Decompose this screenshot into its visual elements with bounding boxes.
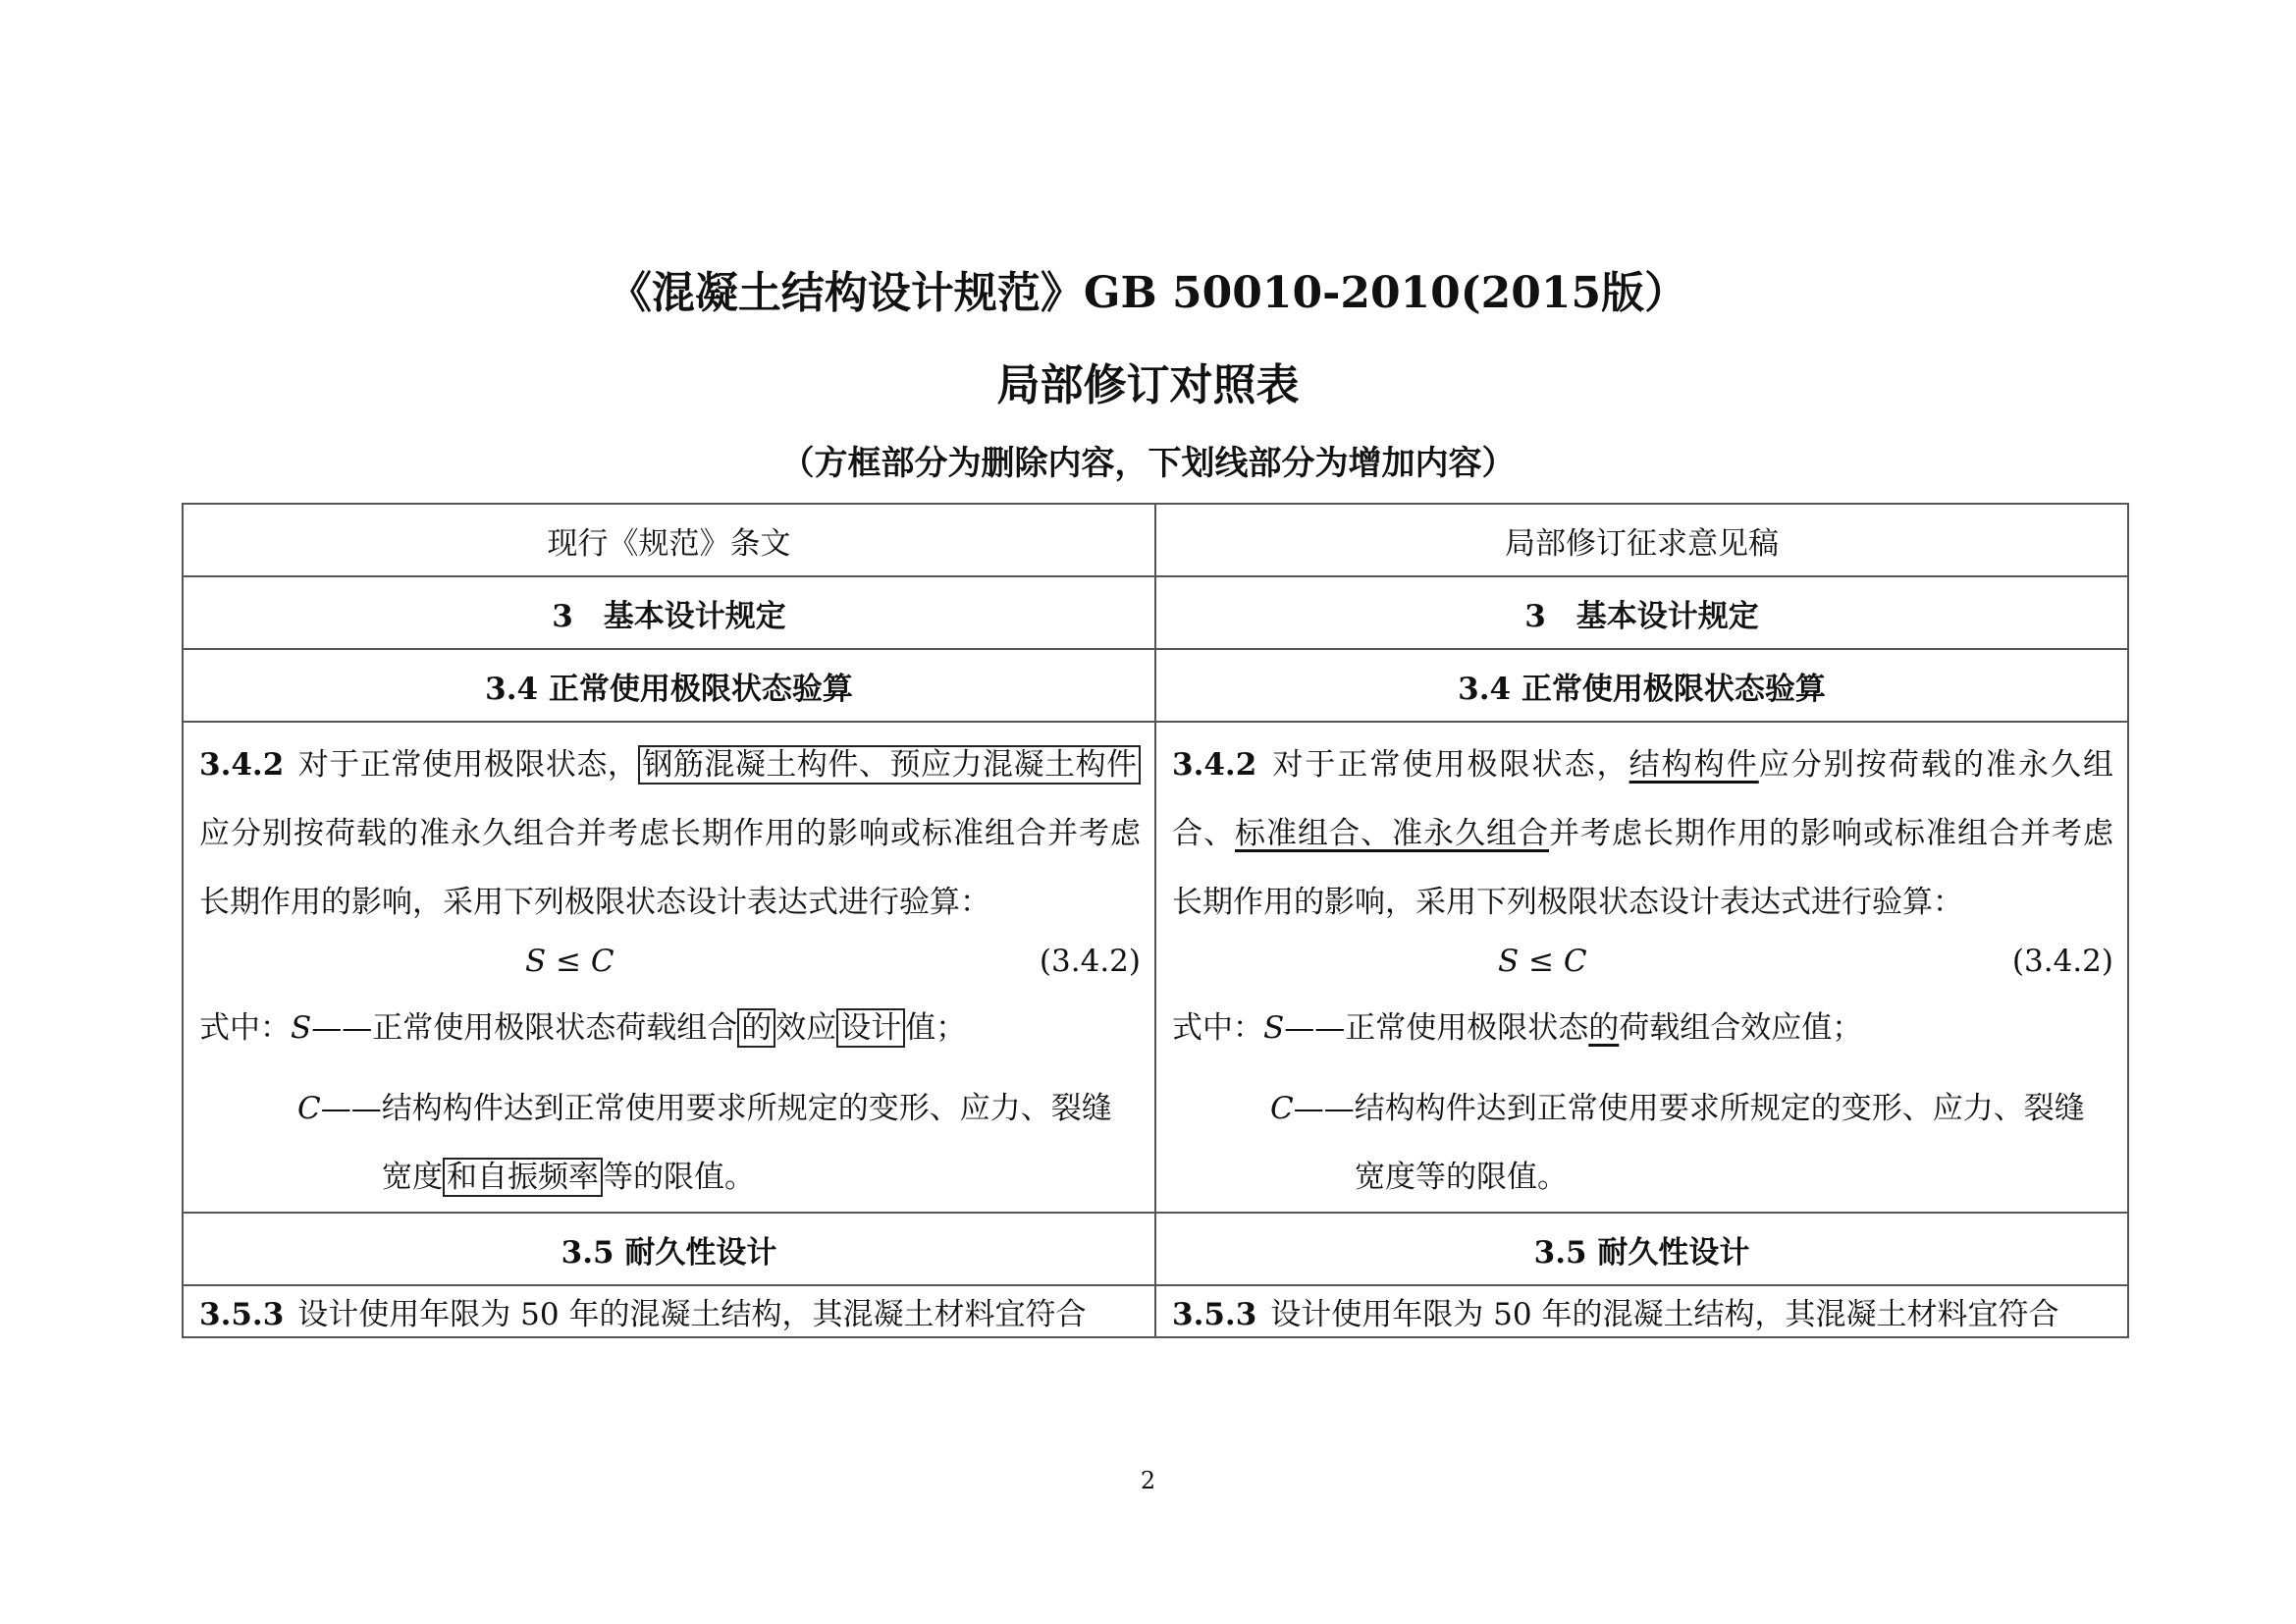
clause-revision bbox=[1155, 722, 2128, 1213]
document-subtitle: 局部修订对照表 bbox=[996, 360, 1300, 410]
formula-number: (3.4.2) bbox=[2011, 944, 2113, 979]
section-row bbox=[183, 1213, 2128, 1285]
definition-c bbox=[1172, 1074, 2113, 1212]
definition-prefix: 式中： bbox=[1172, 1010, 1263, 1046]
clause-number: 3.4.2 bbox=[1172, 747, 1257, 783]
section-heading-left: 3.5 耐久性设计 bbox=[183, 1213, 1155, 1285]
formula-expression: S ≤ C bbox=[525, 944, 614, 979]
deleted-text: 的 bbox=[737, 1008, 775, 1048]
formula bbox=[1172, 937, 2113, 986]
clause-text: 设计使用年限为 50 年的混凝土结构，其混凝土材料宜符合 bbox=[1270, 1297, 2059, 1332]
formula-number: (3.4.2) bbox=[1039, 944, 1141, 979]
clause-text: 设计使用年限为 50 年的混凝土结构，其混凝土材料宜符合 bbox=[297, 1297, 1087, 1332]
document-title: 《混凝土结构设计规范》GB 50010-2010(2015版） bbox=[608, 268, 1688, 318]
clause-text: 并考虑长期作用的影响或标准组合并考虑长期作用的影响，采用下列极限状态设计表达式进行验算： bbox=[1172, 816, 2113, 920]
added-text: 结构构件 bbox=[1629, 747, 1759, 783]
clause-text: 应分别按荷载的准永久组合、 bbox=[1172, 747, 2114, 851]
clause-number: 3.4.2 bbox=[199, 747, 285, 783]
clause-row bbox=[183, 722, 2128, 1213]
definition-s bbox=[1172, 994, 2113, 1062]
section-heading-left: 3.4 正常使用极限状态验算 bbox=[183, 649, 1155, 722]
clause-current bbox=[183, 1285, 1155, 1337]
comparison-table bbox=[182, 503, 2129, 1338]
added-text: 的 bbox=[1588, 1010, 1620, 1046]
symbol: C bbox=[1270, 1091, 1294, 1126]
clause-revision bbox=[1155, 1285, 2128, 1337]
page-number: 2 bbox=[1140, 1467, 1156, 1494]
definition-text: ——正常使用极限状态荷载组合 bbox=[311, 1010, 738, 1046]
section-heading-right: 3.5 耐久性设计 bbox=[1155, 1213, 2128, 1285]
deleted-text: 设计 bbox=[836, 1008, 905, 1048]
definition-text: 效应 bbox=[775, 1010, 837, 1046]
definition-c bbox=[199, 1074, 1141, 1212]
chapter-heading-right: 3 基本设计规定 bbox=[1155, 576, 2128, 649]
clause-text: 对于正常使用极限状态， bbox=[297, 747, 639, 783]
symbol: S bbox=[1263, 1010, 1285, 1046]
formula bbox=[199, 937, 1141, 986]
clause-paragraph bbox=[199, 731, 1141, 937]
table-header-row bbox=[183, 504, 2128, 576]
added-text: 标准组合、准永久组合 bbox=[1235, 816, 1549, 851]
legend-note: （方框部分为删除内容，下划线部分为增加内容） bbox=[780, 444, 1516, 483]
definition-text: 值； bbox=[905, 1010, 967, 1046]
clause-paragraph bbox=[1172, 731, 2113, 937]
chapter-heading-left: 3 基本设计规定 bbox=[183, 576, 1155, 649]
definition-text: ——正常使用极限状态 bbox=[1284, 1010, 1589, 1046]
deleted-text: 钢筋混凝土构件、预应力混凝土构件 bbox=[638, 745, 1141, 785]
clause-number: 3.5.3 bbox=[1172, 1297, 1257, 1332]
header-revision: 局部修订征求意见稿 bbox=[1155, 504, 2128, 576]
definition-prefix: 式中： bbox=[199, 1010, 291, 1046]
clause-text: 对于正常使用极限状态， bbox=[1270, 747, 1629, 783]
definition-text: 等的限值。 bbox=[603, 1160, 755, 1195]
symbol: S bbox=[291, 1010, 312, 1046]
clause-row bbox=[183, 1285, 2128, 1337]
clause-number: 3.5.3 bbox=[199, 1297, 285, 1332]
deleted-text: 和自振频率 bbox=[443, 1158, 603, 1197]
definition-text: 荷载组合效应值； bbox=[1619, 1010, 1863, 1046]
clause-current bbox=[183, 722, 1155, 1213]
definition-text: ——结构构件达到正常使用要求所规定的变形、应力、裂缝宽度 bbox=[320, 1091, 1112, 1195]
formula-expression: S ≤ C bbox=[1498, 944, 1587, 979]
chapter-row bbox=[183, 576, 2128, 649]
section-row bbox=[183, 649, 2128, 722]
symbol: C bbox=[297, 1091, 321, 1126]
definition-s bbox=[199, 994, 1141, 1062]
clause-text: 应分别按荷载的准永久组合并考虑长期作用的影响或标准组合并考虑长期作用的影响，采用下列极限状态设计表达式进行验算： bbox=[199, 816, 1141, 920]
header-current: 现行《规范》条文 bbox=[183, 504, 1155, 576]
section-heading-right: 3.4 正常使用极限状态验算 bbox=[1155, 649, 2128, 722]
definition-text: ——结构构件达到正常使用要求所规定的变形、应力、裂缝宽度等的限值。 bbox=[1293, 1091, 2085, 1195]
